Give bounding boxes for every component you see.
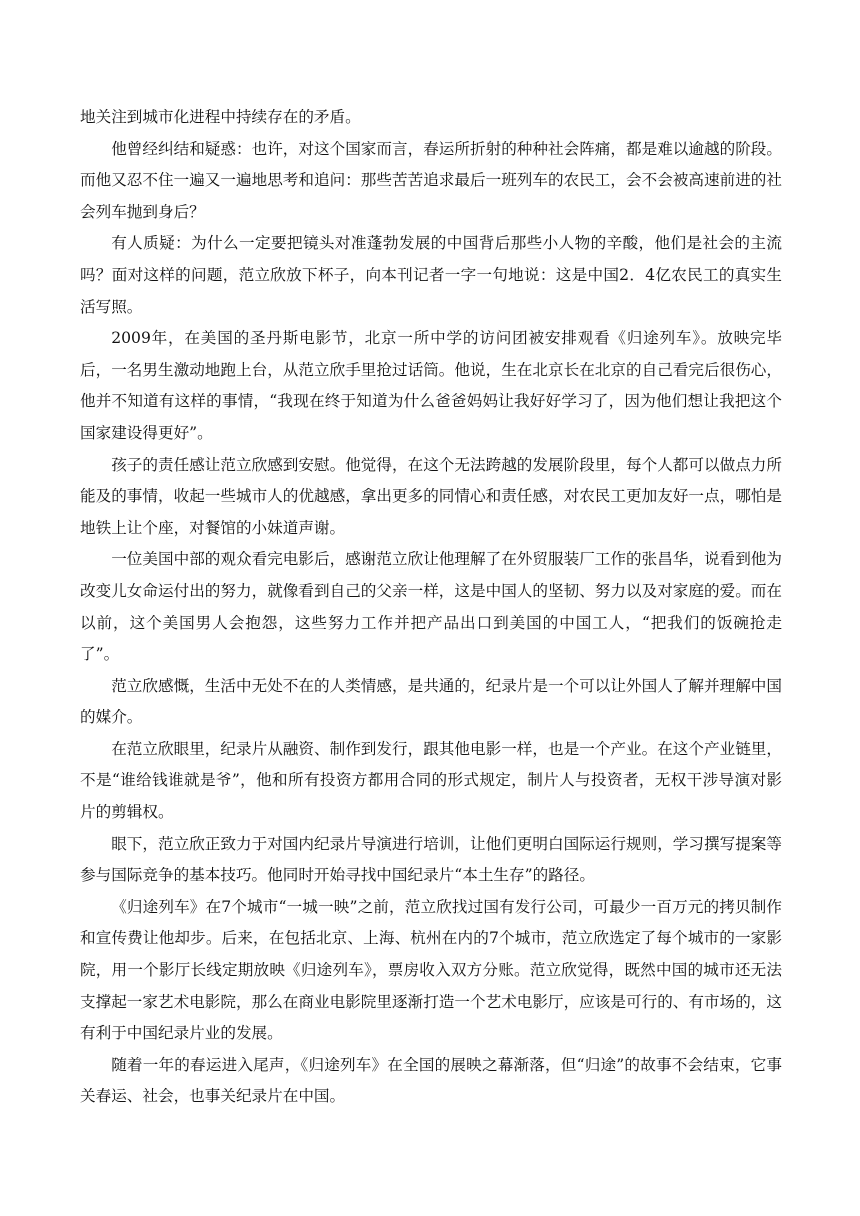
paragraph: 他曾经纠结和疑惑：也许，对这个国家而言，春运所折射的种种社会阵痛，都是难以逾越的阶段。而他又忍不住一遍又一遍地思考和追问：那些苦苦追求最后一班列车的农民工，会不会被高速前进的社会列车抛到身后？: [80, 139, 782, 221]
paragraph: 眼下，范立欣正致力于对国内纪录片导演进行培训，让他们更明白国际运行规则，学习撰写提案等参与国际竞争的基本技巧。他同时开始寻找中国纪录片“本土生存”的路径。: [80, 834, 782, 885]
paragraph: 在范立欣眼里，纪录片从融资、制作到发行，跟其他电影一样，也是一个产业。在这个产业链里，不是“谁给钱谁就是爷”，他和所有投资方都用合同的形式规定，制片人与投资者，无权干涉导演对影片的剪辑权。: [80, 739, 782, 822]
paragraph-continued: 地关注到城市化进程中持续存在的矛盾。: [80, 108, 361, 126]
paragraph: 孩子的责任感让范立欣感到安慰。他觉得，在这个无法跨越的发展阶段里，每个人都可以做点力所能及的事情，收起一些城市人的优越感，拿出更多的同情心和责任感，对农民工更加友好一点，哪怕是地铁上让个座，对餐馆的小妹道声谢。: [80, 455, 782, 537]
paragraph: 《归途列车》在7个城市“一城一映”之前，范立欣找过国有发行公司，可最少一百万元的拷贝制作和宣传费让他却步。后来，在包括北京、上海、杭州在内的7个城市，范立欣选定了每个城市的一家影院，用一个影厅长线定期放映《归途列车》，票房收入双方分账。范立欣觉得，既然中国的城市还无法支撑起一家艺术电影院，那么在商业电影院里逐渐打造一个艺术电影厅，应该是可行的、有市场的，这有利于中国纪录片业的发展。: [80, 897, 782, 1043]
paragraph: 一位美国中部的观众看完电影后，感谢范立欣让他理解了在外贸服装厂工作的张昌华，说看到他为改变儿女命运付出的努力，就像看到自己的父亲一样，这是中国人的坚韧、努力以及对家庭的爱。而在以前，这个美国男人会抱怨，这些努力工作并把产品出口到美国的中国工人，“把我们的饭碗抢走了”。: [80, 550, 782, 664]
paragraph: 2009年，在美国的圣丹斯电影节，北京一所中学的访问团被安排观看《归途列车》。放映完毕后，一名男生激动地跑上台，从范立欣手里抢过话筒。他说，生在北京长在北京的自己看完后很伤心，他并不知道有这样的事情，“我现在终于知道为什么爸爸妈妈让我好好学习了，因为他们想让我把这个国家建设得更好”。: [80, 329, 782, 442]
paragraph: 随着一年的春运进入尾声，《归途列车》在全国的展映之幕渐落，但“归途”的故事不会结束，它事关春运、社会，也事关纪录片在中国。: [80, 1055, 782, 1106]
paragraph: 范立欣感慨，生活中无处不在的人类情感，是共通的，纪录片是一个可以让外国人了解并理解中国的媒介。: [80, 676, 782, 727]
article-body: [80, 102, 782, 1113]
paragraph: 有人质疑：为什么一定要把镜头对准蓬勃发展的中国背后那些小人物的辛酸，他们是社会的主流吗？面对这样的问题，范立欣放下杯子，向本刊记者一字一句地说：这是中国2．4亿农民工的真实生活写照。: [80, 234, 782, 316]
